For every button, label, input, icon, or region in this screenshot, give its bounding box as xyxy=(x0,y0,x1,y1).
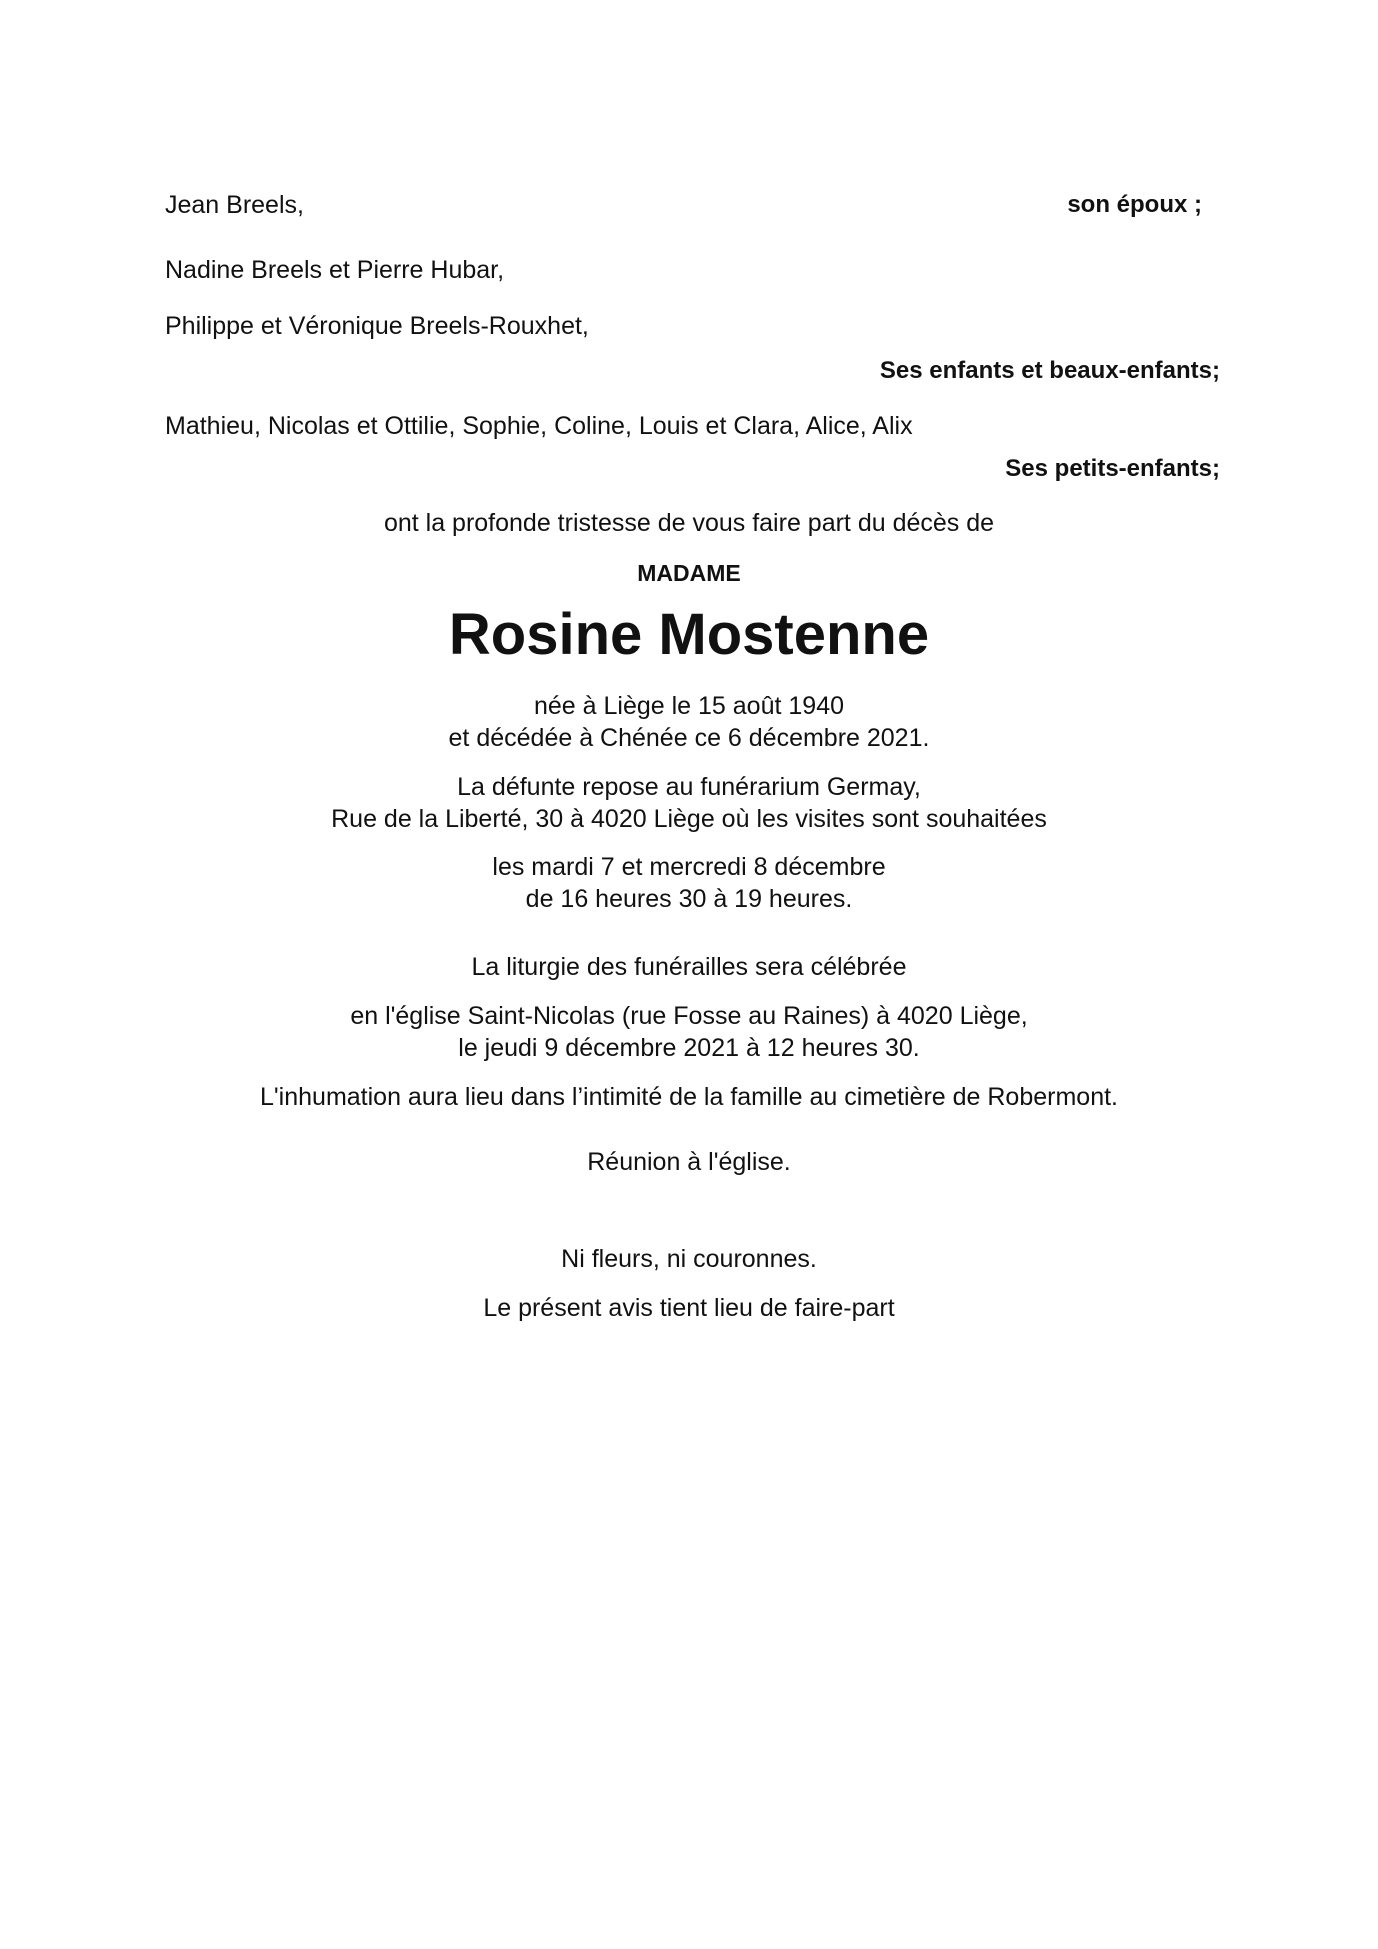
death-line: et décédée à Chénée ce 6 décembre 2021. xyxy=(448,724,930,752)
children-role: Ses enfants et beaux-enfants; xyxy=(879,357,1220,384)
grandchildren-list: Mathieu, Nicolas et Ottilie, Sophie, Coline, Louis et Clara, Alice, Alix xyxy=(165,412,913,440)
church-line: en l'église Saint-Nicolas (rue Fosse au Raines) à 4020 Liège, xyxy=(350,1002,1028,1030)
deceased-name: Rosine Mostenne xyxy=(448,602,930,667)
flowers-line: Ni fleurs, ni couronnes. xyxy=(561,1245,817,1273)
meeting-line: Réunion à l'église. xyxy=(587,1148,791,1176)
deceased-title: MADAME xyxy=(637,560,741,586)
grandchildren-role: Ses petits-enfants; xyxy=(1005,455,1220,482)
visit-hours-line: de 16 heures 30 à 19 heures. xyxy=(525,885,853,913)
liturgy-line: La liturgie des funérailles sera célébrée xyxy=(471,953,907,981)
notice-line: Le présent avis tient lieu de faire-part xyxy=(483,1294,895,1322)
child-line-1: Nadine Breels et Pierre Hubar, xyxy=(165,256,505,284)
ceremony-date-line: le jeudi 9 décembre 2021 à 12 heures 30. xyxy=(458,1034,920,1062)
birth-line: née à Liège le 15 août 1940 xyxy=(534,692,844,720)
child-line-2: Philippe et Véronique Breels-Rouxhet, xyxy=(165,312,589,340)
address-line: Rue de la Liberté, 30 à 4020 Liège où les visites sont souhaitées xyxy=(331,805,1047,833)
intro-text: ont la profonde tristesse de vous faire part du décès de xyxy=(383,509,995,537)
funerarium-line: La défunte repose au funérarium Germay, xyxy=(457,773,921,801)
visit-days-line: les mardi 7 et mercredi 8 décembre xyxy=(492,853,886,881)
burial-line: L'inhumation aura lieu dans l’intimité de la famille au cimetière de Robermont. xyxy=(260,1083,1118,1111)
spouse-name: Jean Breels, xyxy=(165,191,304,219)
spouse-role: son époux ; xyxy=(1067,191,1202,218)
